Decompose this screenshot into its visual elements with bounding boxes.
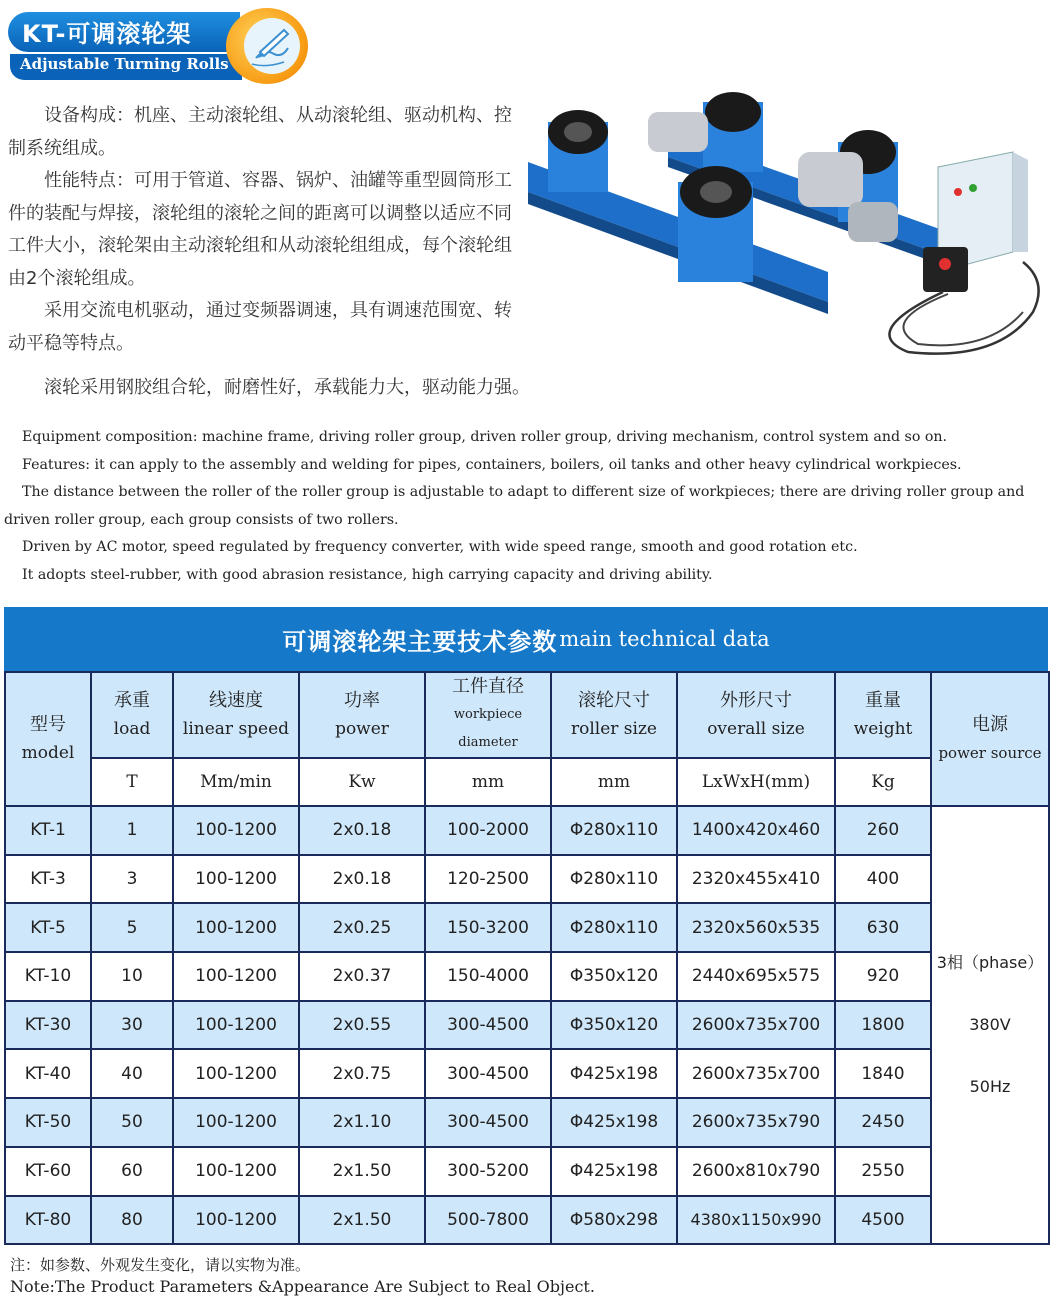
table-title-cn: 可调滚轮架主要技术参数 <box>282 627 558 656</box>
table-row: KT-50 50 100-1200 2x1.10 300-4500 Φ425x198 2600x735x790 2450 <box>5 1098 1049 1147</box>
table-title-en: main technical data <box>559 627 770 651</box>
table-row: KT-30 30 100-1200 2x0.55 300-4500 Φ350x120 2600x735x700 1800 <box>5 1001 1049 1050</box>
header-roller: 滚轮尺寸 roller size <box>551 672 677 758</box>
page-title: KT-可调滚轮架 <box>22 20 192 48</box>
table-title <box>4 607 1048 671</box>
pen-writing-icon <box>244 18 300 74</box>
note-cn: 注：如参数、外观发生变化，请以实物为准。 <box>10 1256 311 1274</box>
header-badge <box>8 8 308 84</box>
intro-cn-paragraph: 设备构成：机座、主动滚轮组、从动滚轮组、驱动机构、控制系统组成。 <box>8 105 512 159</box>
table-row: KT-60 60 100-1200 2x1.50 300-5200 Φ425x198 2600x810x790 2550 <box>5 1147 1049 1196</box>
header-model: 型号 model <box>5 672 91 806</box>
spec-table <box>4 671 1050 1245</box>
intro-en <box>4 424 1049 590</box>
unit-overall: LxWxH(mm) <box>677 758 835 806</box>
header-power: 功率 power <box>299 672 425 758</box>
header-diameter: 工件直径 workpiece diameter <box>425 672 551 758</box>
intro-cn <box>8 100 513 360</box>
unit-diameter: mm <box>425 758 551 806</box>
intro-cn-last <box>8 372 648 405</box>
table-row: KT-40 40 100-1200 2x0.75 300-4500 Φ425x198 2600x735x700 1840 <box>5 1049 1049 1098</box>
intro-cn-paragraph: 采用交流电机驱动，通过变频器调速，具有调速范围宽、转动平稳等特点。 <box>8 300 512 354</box>
intro-en-paragraph: Driven by AC motor, speed regulated by frequency converter, with wide speed range, smooth and good rotation etc. <box>22 539 858 556</box>
tech-data-table <box>4 607 1048 1245</box>
header-speed: 线速度 linear speed <box>173 672 299 758</box>
table-row: KT-5 5 100-1200 2x0.25 150-3200 Φ280x110 2320x560x535 630 <box>5 903 1049 952</box>
intro-cn-paragraph: 性能特点：可用于管道、容器、锅炉、油罐等重型圆筒形工件的装配与焊接，滚轮组的滚轮之间的距离可以调整以适应不同工件大小，滚轮架由主动滚轮组和从动滚轮组组成，每个滚轮组由2个滚轮组成。 <box>8 170 512 289</box>
page-subtitle: Adjustable Turning Rolls <box>20 55 229 73</box>
intro-en-paragraph: It adopts steel-rubber, with good abrasion resistance, high carrying capacity and driving ability. <box>22 566 713 583</box>
product-photo <box>528 82 1048 372</box>
table-row: KT-3 3 100-1200 2x0.18 120-2500 Φ280x110 2320x455x410 400 <box>5 855 1049 904</box>
unit-weight: Kg <box>835 758 931 806</box>
header-power-source: 电源 power source <box>931 672 1049 806</box>
unit-power: Kw <box>299 758 425 806</box>
table-row: KT-80 80 100-1200 2x1.50 500-7800 Φ580x298 4380x1150x990 4500 <box>5 1196 1049 1245</box>
header-load: 承重 load <box>91 672 173 758</box>
header-overall: 外形尺寸 overall size <box>677 672 835 758</box>
header-weight: 重量 weight <box>835 672 931 758</box>
unit-roller: mm <box>551 758 677 806</box>
unit-speed: Mm/min <box>173 758 299 806</box>
intro-en-paragraph: The distance between the roller of the roller group is adjustable to adapt to different size of workpieces; there are driving roller group and driven roller group, each group consists of two rollers. <box>4 484 1025 528</box>
power-source-value: 3相（phase） 380V 50Hz <box>931 806 1049 1244</box>
intro-en-paragraph: Equipment composition: machine frame, driving roller group, driven roller group, driving mechanism, control system and so on. <box>22 429 948 445</box>
intro-cn-paragraph: 滚轮采用钢胶组合轮，耐磨性好，承载能力大，驱动能力强。 <box>44 377 530 398</box>
note-en: Note:The Product Parameters &Appearance Are Subject to Real Object. <box>10 1277 595 1296</box>
table-row: KT-1 1 100-1200 2x0.18 100-2000 Φ280x110 1400x420x460 260 3相（phase） 380V 50Hz <box>5 806 1049 855</box>
unit-load: T <box>91 758 173 806</box>
intro-en-paragraph: Features: it can apply to the assembly and welding for pipes, containers, boilers, oil tanks and other heavy cylindrical workpieces. <box>22 456 962 473</box>
table-row: KT-10 10 100-1200 2x0.37 150-4000 Φ350x120 2440x695x575 920 <box>5 952 1049 1001</box>
